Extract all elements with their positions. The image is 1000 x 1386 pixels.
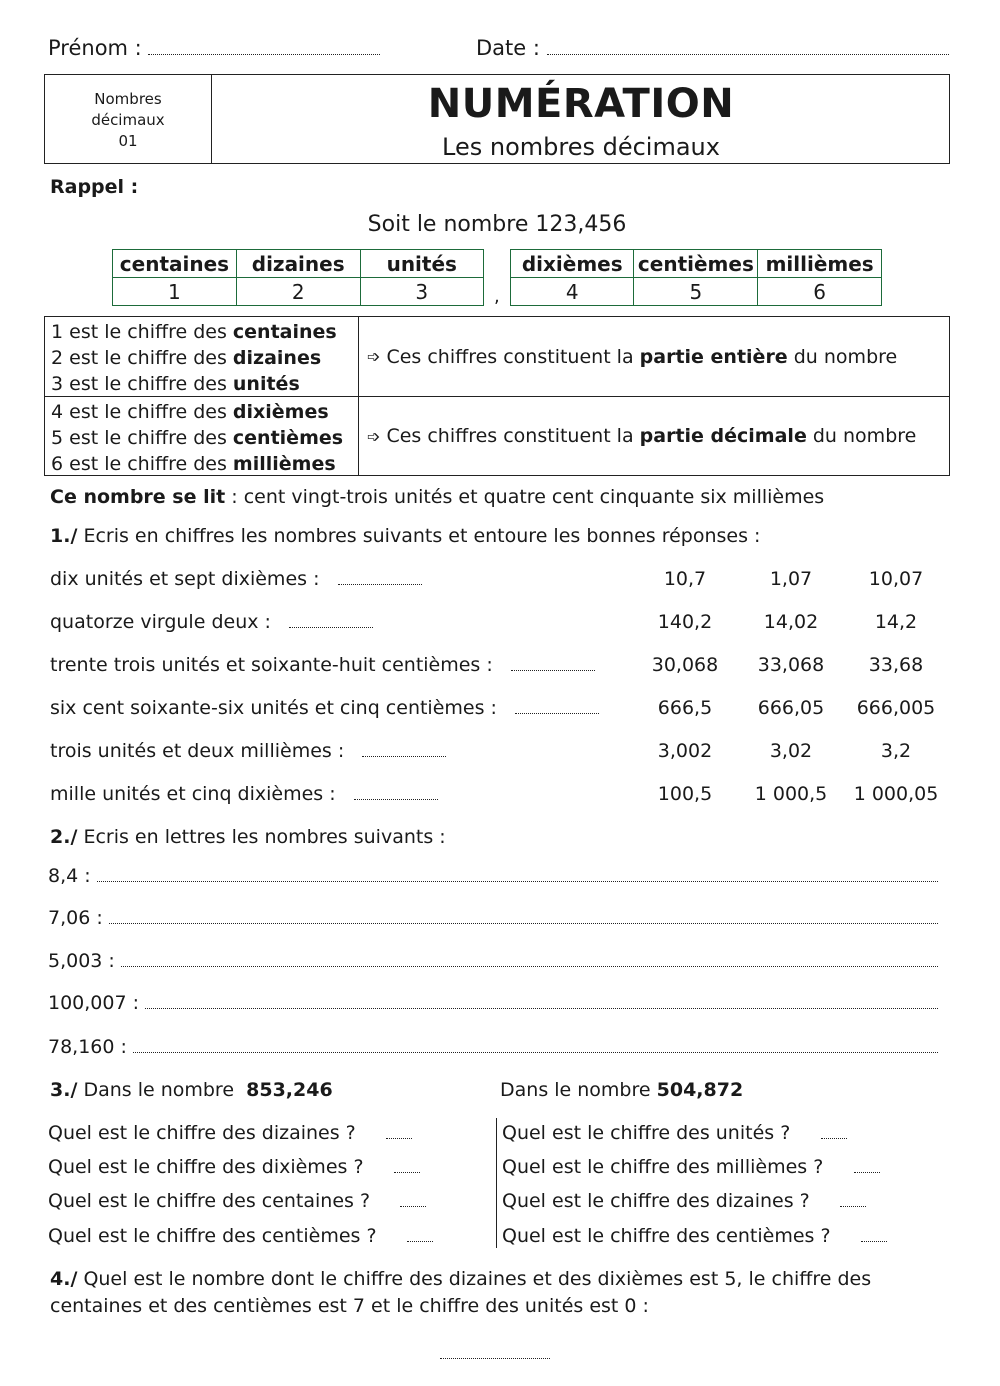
digit-line: 4 est le chiffre des dixièmes xyxy=(51,401,329,423)
place-header: dixièmes xyxy=(511,250,634,278)
exercise-1-instruction: 1./ Ecris en chiffres les nombres suivants et entoure les bonnes réponses : xyxy=(50,525,761,547)
choice-option[interactable]: 666,005 xyxy=(856,697,936,719)
answer-blank[interactable] xyxy=(386,1125,412,1139)
arrow-icon: ➩ xyxy=(367,426,381,446)
place-value-table-integer xyxy=(112,249,484,306)
rappel-intro: Soit le nombre 123,456 xyxy=(367,212,627,237)
exercise-number: 1./ xyxy=(50,525,78,547)
exercise-3-question: Quel est le chiffre des centièmes ? xyxy=(502,1225,887,1247)
exercise-1-item: trois unités et deux millièmes : xyxy=(50,740,446,762)
exercise-1-item: dix unités et sept dixièmes : xyxy=(50,568,422,590)
place-value-table-decimal xyxy=(510,249,882,306)
exercise-number: 4./ xyxy=(50,1268,78,1290)
exercise-3-question: Quel est le chiffre des dizaines ? xyxy=(502,1190,866,1212)
prenom-field xyxy=(48,36,380,60)
exercise-3-right-intro: Dans le nombre 504,872 xyxy=(500,1079,744,1101)
place-digit: 6 xyxy=(758,278,882,306)
place-digit: 2 xyxy=(236,278,360,306)
place-digit: 1 xyxy=(113,278,237,306)
choice-option[interactable]: 1 000,5 xyxy=(754,783,828,805)
choice-option[interactable]: 100,5 xyxy=(657,783,713,805)
explanation-table xyxy=(44,316,950,476)
place-digit: 4 xyxy=(511,278,634,306)
answer-blank[interactable] xyxy=(515,700,599,714)
exercise-2-item: 78,160 : xyxy=(48,1036,938,1058)
rappel-label: Rappel : xyxy=(50,176,139,198)
exercise-4-line: 4./ Quel est le nombre dont le chiffre des dizaines et des dixièmes est 5, le chiffre des xyxy=(50,1268,872,1290)
answer-blank[interactable] xyxy=(354,786,438,800)
choice-option[interactable]: 30,068 xyxy=(651,654,719,676)
choice-option[interactable]: 10,07 xyxy=(868,568,924,590)
answer-blank[interactable] xyxy=(840,1193,866,1207)
choice-option[interactable]: 666,5 xyxy=(657,697,713,719)
category-line: décimaux xyxy=(91,111,165,129)
place-header: centièmes xyxy=(634,250,758,278)
column-divider xyxy=(496,1118,497,1248)
choice-option[interactable]: 33,068 xyxy=(757,654,825,676)
date-field xyxy=(476,36,949,60)
digit-line: 3 est le chiffre des unités xyxy=(51,373,300,395)
exercise-3-question: Quel est le chiffre des unités ? xyxy=(502,1122,847,1144)
choice-option[interactable]: 33,68 xyxy=(868,654,924,676)
choice-option[interactable]: 10,7 xyxy=(663,568,707,590)
exercise-3-question: Quel est le chiffre des dizaines ? xyxy=(48,1122,412,1144)
answer-blank[interactable] xyxy=(338,571,422,585)
date-label: Date : xyxy=(476,36,540,60)
date-blank xyxy=(547,41,949,55)
integer-part-row xyxy=(45,317,949,397)
place-header: unités xyxy=(360,250,483,278)
choice-option[interactable]: 3,02 xyxy=(769,740,813,762)
exercise-3-question: Quel est le chiffre des dixièmes ? xyxy=(48,1156,420,1178)
exercise-number: 3./ xyxy=(50,1079,78,1101)
category-number: 01 xyxy=(118,132,138,150)
choice-option[interactable]: 14,02 xyxy=(763,611,819,633)
answer-line[interactable] xyxy=(109,910,938,924)
exercise-1-item: mille unités et cinq dixièmes : xyxy=(50,783,438,805)
digit-line: 5 est le chiffre des centièmes xyxy=(51,427,344,449)
answer-line[interactable] xyxy=(97,868,938,882)
decimal-part-row xyxy=(45,397,949,475)
exercise-number: 2./ xyxy=(50,826,78,848)
exercise-4-line: centaines et des centièmes est 7 et le chiffre des unités est 0 : xyxy=(50,1295,649,1317)
answer-blank[interactable] xyxy=(854,1159,880,1173)
exercise-3-question: Quel est le chiffre des centièmes ? xyxy=(48,1225,433,1247)
place-digit: 3 xyxy=(360,278,483,306)
page-title: NUMÉRATION xyxy=(427,81,735,127)
decimal-part-note: ➩ Ces chiffres constituent la partie décimale du nombre xyxy=(367,425,917,447)
exercise-1-item: trente trois unités et soixante-huit centièmes : xyxy=(50,654,595,676)
answer-blank[interactable] xyxy=(511,657,595,671)
answer-blank[interactable] xyxy=(861,1228,887,1242)
exercise-3-question: Quel est le chiffre des centaines ? xyxy=(48,1190,426,1212)
exercise-3-left-intro: 3./ Dans le nombre 853,246 xyxy=(50,1079,333,1101)
choice-option[interactable]: 1,07 xyxy=(769,568,813,590)
exercise-1-item: six cent soixante-six unités et cinq centièmes : xyxy=(50,697,599,719)
page-subtitle: Les nombres décimaux xyxy=(442,133,720,161)
exercise-1-item: quatorze virgule deux : xyxy=(50,611,373,633)
exercise-2-item: 5,003 : xyxy=(48,950,938,972)
category-label xyxy=(45,75,212,163)
decimal-digit-list xyxy=(45,397,359,475)
digit-line: 6 est le chiffre des millièmes xyxy=(51,453,336,475)
answer-blank[interactable] xyxy=(440,1345,550,1359)
integer-part-note: ➩ Ces chiffres constituent la partie entière du nombre xyxy=(367,345,898,368)
choice-option[interactable]: 14,2 xyxy=(874,611,918,633)
reading-sentence: Ce nombre se lit : cent vingt-trois unités et quatre cent cinquante six millièmes xyxy=(50,486,825,508)
exercise-2-item: 8,4 : xyxy=(48,865,938,887)
digit-line: 1 est le chiffre des centaines xyxy=(51,321,337,343)
exercise-2-item: 7,06 : xyxy=(48,907,938,929)
exercise-2-item: 100,007 : xyxy=(48,992,938,1014)
answer-blank[interactable] xyxy=(821,1125,847,1139)
choice-option[interactable]: 1 000,05 xyxy=(853,783,939,805)
place-digit: 5 xyxy=(634,278,758,306)
prenom-blank xyxy=(148,41,380,55)
answer-line[interactable] xyxy=(121,953,938,967)
answer-blank[interactable] xyxy=(394,1159,420,1173)
answer-line[interactable] xyxy=(133,1039,938,1053)
choice-option[interactable]: 666,05 xyxy=(757,697,825,719)
answer-blank[interactable] xyxy=(400,1193,426,1207)
digit-line: 2 est le chiffre des dizaines xyxy=(51,347,322,369)
arrow-icon: ➩ xyxy=(367,347,381,366)
exercise-4-answer xyxy=(440,1342,550,1364)
header-box xyxy=(44,74,950,164)
decimal-comma: , xyxy=(494,286,500,307)
integer-digit-list xyxy=(45,317,359,396)
answer-blank[interactable] xyxy=(362,743,446,757)
exercise-3-question: Quel est le chiffre des millièmes ? xyxy=(502,1156,880,1178)
place-header: millièmes xyxy=(758,250,882,278)
exercise-2-instruction: 2./ Ecris en lettres les nombres suivants : xyxy=(50,826,446,848)
place-header: dizaines xyxy=(236,250,360,278)
choice-option[interactable]: 140,2 xyxy=(657,611,713,633)
choice-option[interactable]: 3,002 xyxy=(657,740,713,762)
answer-line[interactable] xyxy=(145,995,938,1009)
answer-blank[interactable] xyxy=(407,1228,433,1242)
answer-blank[interactable] xyxy=(289,614,373,628)
category-line: Nombres xyxy=(94,90,162,108)
choice-option[interactable]: 3,2 xyxy=(880,740,912,762)
prenom-label: Prénom : xyxy=(48,36,142,60)
place-header: centaines xyxy=(113,250,237,278)
